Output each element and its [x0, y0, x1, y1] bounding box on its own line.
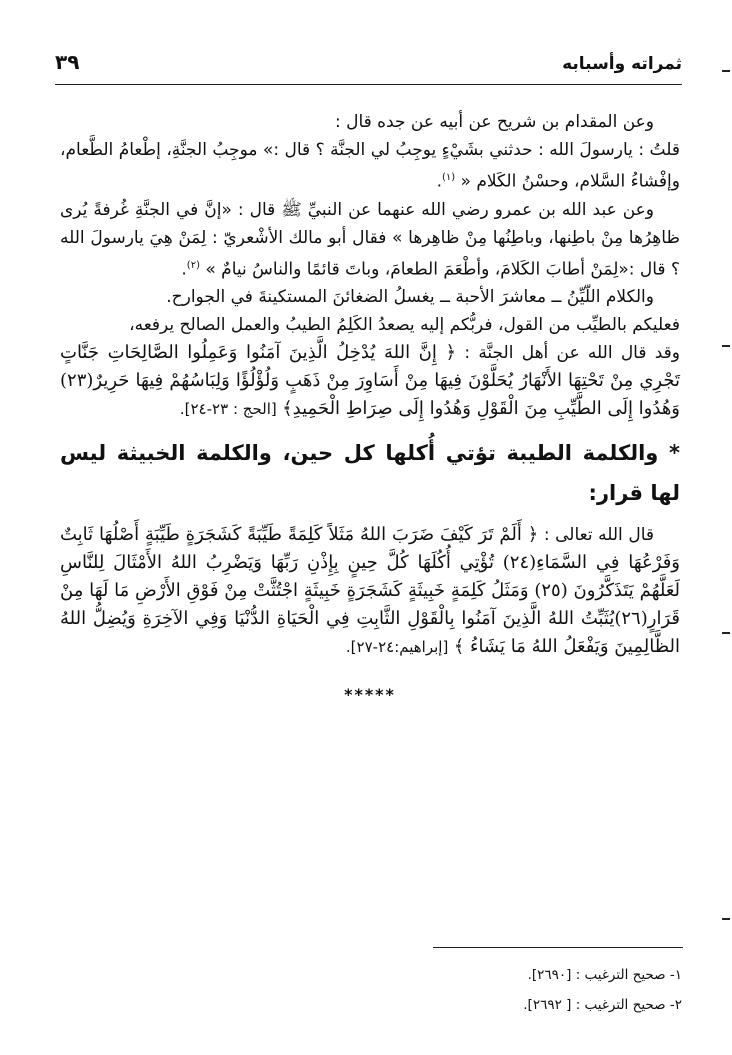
paragraph-4: والكلام اللّيِّنُ ــ معاشرَ الأحبة ــ يغسلُ الضغائنَ المستكينةَ في الجوارح.	[166, 287, 654, 308]
footnote-1: ١- صحيح الترغيب : [٢٦٩٠].	[527, 967, 682, 983]
header-divider	[55, 84, 682, 85]
verse-intro-1: وقد قال الله عن أهل الجنَّة :	[464, 343, 681, 364]
main-text	[60, 108, 680, 709]
paragraph-3: وعن عبد الله بن عمرو رضي الله عنهما عن النبيِّ ﷺ قال : «إنَّ في الجنَّةِ غُرفةً يُرى ظاهِرُها مِنْ باطِنها، وباطِنُها مِنْ ظاهِرها » فقال أبو مالك الأشْعريّ : لِمَنْ هِيَ يارسولَ الله ؟ قال :«لِمَنْ أطابَ الكَلامَ، وأطْعَمَ الطعامَ، وباتَ قائمًا والناسُ نيامٌ » $^{(٢)}$.	[60, 199, 680, 280]
section-heading: * والكلمة الطيبة تؤتي أُكلها كل حين، والكلمة الخبيثة ليس لها قرار:	[60, 441, 680, 506]
footnote-2: ٢- صحيح الترغيب : [ ٢٦٩٢].	[523, 997, 682, 1013]
page-number: ٣٩	[55, 50, 80, 74]
running-title: ثمراته وأسبابه	[562, 54, 682, 74]
paragraph-2: قلتُ : يارسولَ الله : حدثني بشَيْءٍ يوجِبُ لي الجنَّة ؟ قال :» موجِبُ الجنَّةِ، إطْعامُ الطَّعام، وإفْشاءُ السَّلام، وحسْنُ الكَلام « $^{(١)}$.	[60, 140, 680, 192]
verse-intro-2: قال الله تعالى :	[543, 525, 654, 546]
quran-verse-2: ﴿ أَلَمْ تَرَ كَيْفَ ضَرَبَ اللهُ مَثَلاً كَلِمَةً طَيِّبَةً كَشَجَرَةٍ طَيِّبَةٍ أَصْلُهَا ثَابِتٌ وَفَرْعُهَا فِي السَّمَاءِ(٢٤) تُؤْتِي أُكُلَهَا كُلَّ حِينٍ بِإِذْنِ رَبِّهَا وَيَضْرِبُ اللهُ الأَمْثَالَ لِلنَّاسِ لَعَلَّهُمْ يَتَذَكَّرُونَ (٢٥) وَمَثَلُ كَلِمَةٍ خَبِيثَةٍ كَشَجَرَةٍ خَبِيثَةٍ اجْتُثَّتْ مِنْ فَوْقِ الأَرْضِ مَا لَهَا مِنْ قَرَارٍ(٢٦)يُثَبِّتُ اللهُ الَّذِينَ آمَنُوا بِالْقَوْلِ الثَّابِتِ فِي الْحَيَاةِ الدُّنْيَا وَفِي الآخِرَةِ وَيُضِلُّ اللهُ الظَّالِمِينَ وَيَفْعَلُ اللهُ مَا يَشَاءُ ﴾	[60, 524, 680, 658]
verse-reference-2: [إبراهيم:٢٤-٢٧].	[345, 638, 449, 657]
footnote-ref-2: (٢)	[186, 259, 200, 271]
margin-tick	[722, 918, 730, 920]
footnotes	[60, 960, 682, 1020]
paragraph-6	[60, 339, 680, 423]
margin-tick	[722, 345, 730, 347]
hadith-text-2: وعن عبد الله بن عمرو رضي الله عنهما عن النبيِّ ﷺ قال : «إنَّ في الجنَّةِ غُرفةً يُرى ظاهِرُها مِنْ باطِنها، وباطِنُها مِنْ ظاهِرها » فقال أبو مالك الأشْعريّ : لِمَنْ هِيَ يارسولَ الله ؟ قال :«لِمَنْ أطابَ الكَلامَ، وأطْعَمَ الطعامَ، وباتَ قائمًا والناسُ نيامٌ »	[60, 199, 680, 280]
hadith-text-1: قلتُ : يارسولَ الله : حدثني بشَيْءٍ يوجِبُ لي الجنَّة ؟ قال :» موجِبُ الجنَّةِ، إطْعامُ الطَّعام، وإفْشاءُ السَّلام، وحسْنُ الكَلام «	[60, 140, 680, 192]
paragraph-1: وعن المقدام بن شريح عن أبيه عن جده قال :	[334, 112, 654, 132]
running-header	[55, 50, 682, 86]
verse-reference-1: [الحج : ٢٣-٢٤].	[179, 400, 277, 419]
quran-verse-1: ﴿ إِنَّ اللهَ يُدْخِلُ الَّذِينَ آمَنُوا وَعَمِلُوا الصَّالِحَاتِ جَنَّاتٍ تَجْرِي مِنْ تَحْتِهَا الأَنْهَارُ يُحَلَّوْنَ فِيهَا مِنْ أَسَاوِرَ مِنْ ذَهَبٍ وَلُؤْلُؤًا وَلِبَاسُهُمْ فِيهَا حَرِيرٌ(٢٣) وَهُدُوا إِلَى الطَّيِّبِ مِنَ الْقَوْلِ وَهُدُوا إِلَى صِرَاطِ الْحَمِيدِ﴾	[60, 342, 680, 420]
margin-tick	[722, 632, 730, 634]
margin-tick	[722, 70, 730, 72]
footnote-divider	[433, 947, 683, 948]
paragraph-5: فعليكم بالطيِّب من القول، فربُّكم إليه يصعدُ الكَلِمُ الطيبُ والعمل الصالح يرفعه،	[129, 315, 680, 336]
paragraph-7	[60, 521, 680, 661]
section-separator-stars: *****	[344, 685, 396, 705]
footnote-ref-1: (١)	[441, 172, 456, 183]
